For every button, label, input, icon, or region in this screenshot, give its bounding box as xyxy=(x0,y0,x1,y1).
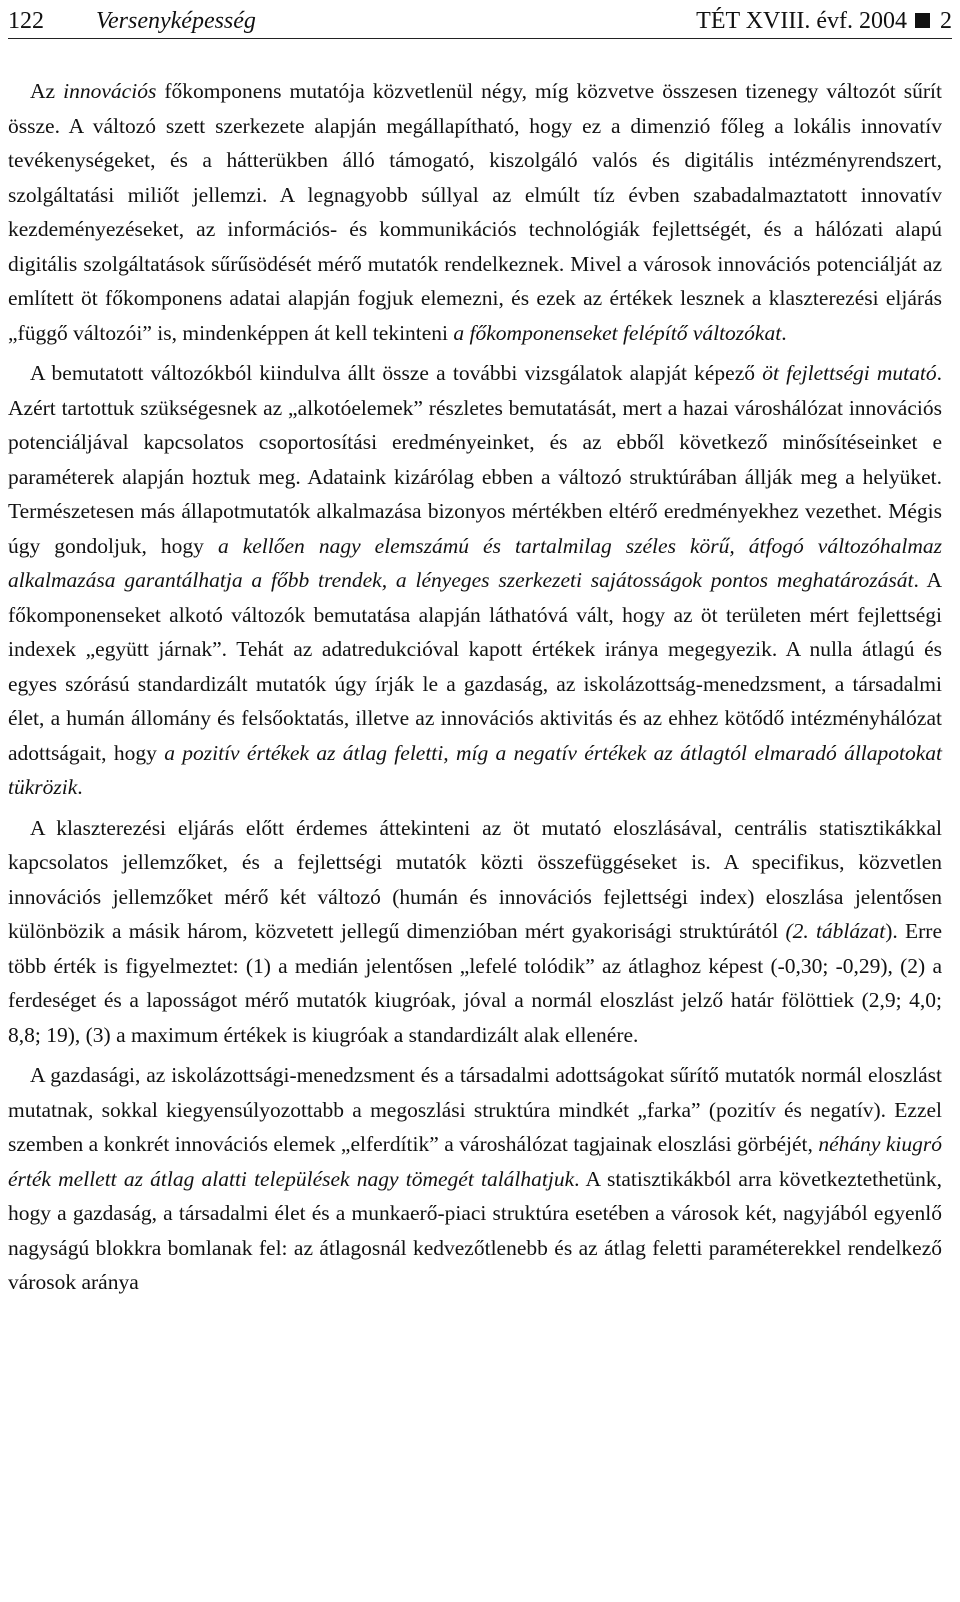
text-run: . Azért tartottuk szükségesnek az „alkotóelemek” részletes bemutatását, mert a hazai városhálózat innovációs potenciáljával kapcsolatos csoportosítási eredményeinket, és az ebből következő minősítéseinket e paraméterek alapján hoztuk meg. Adataink kizárólag ebben a változó struktúrában állják meg a helyüket. Természetesen más állapotmutatók alkalmazása bizonyos mértékben eltérő eredményekhez vezethet. Mégis úgy gondoljuk, hogy xyxy=(8,361,942,558)
paragraph-2 xyxy=(8,356,942,805)
page-number: 122 xyxy=(8,8,44,34)
italic-text-run: (2. táblázat xyxy=(785,919,886,943)
text-run: főkomponens mutatója közvetlenül négy, míg közvetve összesen tizenegy változót sűrít össze. A változó szett szerkezete alapján megállapítható, hogy ez a dimenzió főleg a lokális innovatív tevékenységeket, és a hátterükben álló támogató, kiszolgáló valós és digitális intézményrendszert, szolgáltatási miliőt jellemzi. A legnagyobb súllyal az elmúlt tíz évben szabadalmaztatott innovatív kezdeményezéseket, az információs- és kommunikációs technológiák fejlettségét, és a hálózati alapú digitális szolgáltatások sűrűsödését mérő mutatók rendelkeznek. Mivel a városok innovációs potenciálját az említett öt főkomponens adatai alapján fogjuk elemezni, és ezek az értékek lesznek a klaszterezési eljárás „függő változói” is, mindenképpen át kell tekinteni xyxy=(8,79,942,345)
journal-title: TÉT XVIII. évf. 2004 xyxy=(696,8,907,34)
paragraph-1 xyxy=(8,74,942,350)
text-run: A gazdasági, az iskolázottsági-menedzsment és a társadalmi adottságokat sűrítő mutatók normál eloszlást mutatnak, sokkal kiegyensúlyozottabb a megoszlási struktúra mindkét „farka” (pozitív és negatív). Ezzel szemben a konkrét innovációs elemek „elferdítik” a városhálózat tagjainak eloszlási görbéjét, xyxy=(8,1063,942,1156)
running-header xyxy=(8,4,952,39)
text-run: Az xyxy=(30,79,64,103)
italic-text-run: néhány kiugró érték mellett az átlag alatti települések nagy tömegét találhatjuk xyxy=(8,1132,942,1191)
text-run: ). Erre több érték is figyelmeztet: (1) a medián jelentősen „lefelé tolódik” az átlaghoz képest (-0,30; -0,29), (2) a ferdeséget és a laposságot mérő mutatók kiugróak, jóval a normál eloszlást jelző határ fölöttiek (2,9; 4,0; 8,8; 19), (3) a maximum értékek is kiugróak a standardizált alak ellenére. xyxy=(8,919,943,1047)
paragraph-3 xyxy=(8,811,942,1053)
italic-text-run: a főkomponenseket felépítő változókat xyxy=(453,320,782,345)
italic-text-run: öt fejlettségi mutató xyxy=(762,361,937,385)
square-bullet-icon xyxy=(915,13,930,28)
paragraph-4 xyxy=(8,1058,942,1300)
text-run: . xyxy=(781,320,787,345)
text-run: . xyxy=(77,775,83,799)
journal-info xyxy=(696,4,952,38)
body-text xyxy=(8,74,942,1300)
text-run: . A statisztikákból arra következtethetünk, hogy a gazdaság, a társadalmi élet és a munkaerő-piaci struktúra esetében a városok két, nagyjából egyenlő nagyságú blokkra bomlanak fel: az átlagosnál kedvezőtlenebb és az átlag feletti paraméterekkel rendelkező városok aránya xyxy=(8,1166,942,1294)
italic-text-run: innovációs xyxy=(63,79,157,103)
text-run: A klaszterezési eljárás előtt érdemes áttekinteni az öt mutató eloszlásával, centrális statisztikákkal kapcsolatos jellemzőket, és a fejlettségi mutatók közti összefüggéseket is. A specifikus, közvetlen innovációs jellemzőket mérő két változó (humán és innovációs fejlettségi index) eloszlása jelentősen különbözik a másik három, közvetett jellegű dimenzióban mért gyakorisági struktúrától xyxy=(8,815,942,943)
text-run: A bemutatott változókból kiindulva állt össze a további vizsgálatok alapját képező xyxy=(30,361,763,385)
section-title: Versenyképesség xyxy=(96,8,256,34)
italic-text-run: a pozitív értékek az átlag feletti, míg a negatív értékek az átlagtól elmaradó állapotokat tükrözik xyxy=(8,740,943,799)
italic-text-run: a kellően nagy elemszámú és tartalmilag széles körű, átfogó változóhalmaz alkalmazása garantálhatja a főbb trendek, a lényeges szerkezeti sajátosságok pontos meghatározását xyxy=(8,533,943,592)
text-run: . A főkomponenseket alkotó változók bemutatása alapján láthatóvá vált, hogy az öt területen mért fejlettségi indexek „együtt járnak”. Tehát az adatredukcióval kapott értékek iránya megegyezik. A nulla átlagú és egyes szórású standardizált mutatók úgy írják le a gazdaság, az iskolázottság-menedzsment, a társadalmi élet, a humán állomány és felsőoktatás, illetve az innovációs aktivitás és az ehhez kötődő intézményhálózat adottságait, hogy xyxy=(8,568,942,765)
issue-number: 2 xyxy=(940,8,952,34)
